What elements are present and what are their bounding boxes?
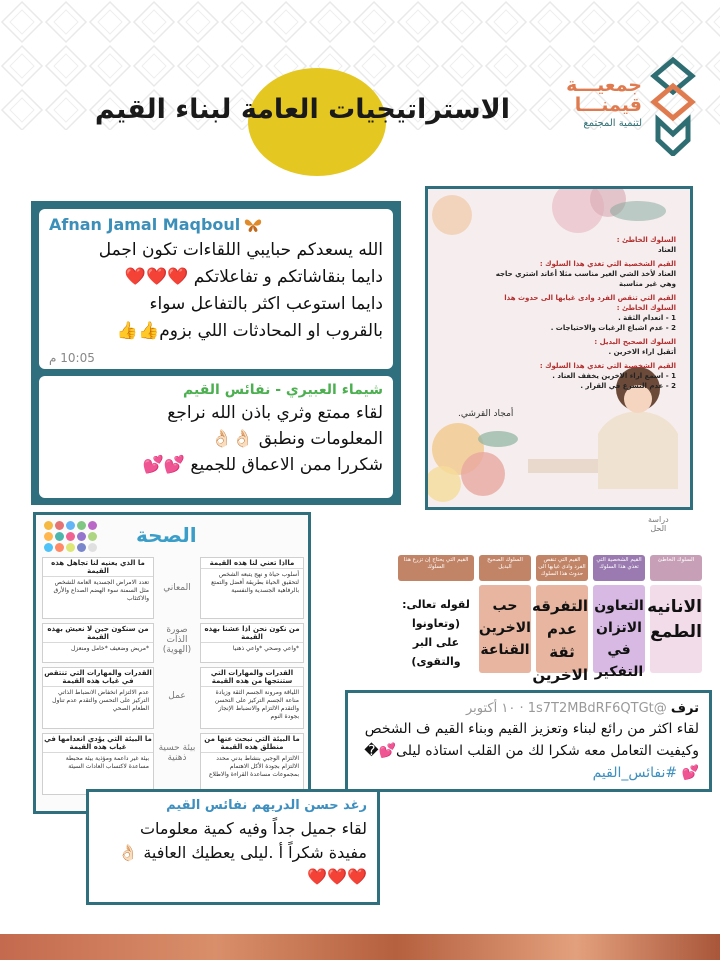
logo xyxy=(550,56,700,156)
chat-timestamp: 10:05 م xyxy=(49,351,95,365)
butterfly-icon xyxy=(244,217,262,233)
diagram-column-body: التعاون الاتزان في التفكير xyxy=(593,585,645,673)
poster-line: القيم التي تنقص الفرد وادى غيابها الى حدوث هذا xyxy=(504,294,676,302)
diagram-column-body: التفرقه عدم ثقة الاخرين xyxy=(536,585,588,673)
poster-line: العناد xyxy=(657,246,676,254)
diagram-column-header: القيم الشخصية التي تغذي هذا السلوك xyxy=(593,555,645,581)
health-side-label: المعاني xyxy=(163,583,191,593)
poster-line: القيم الشخصية التي تغذي هذا السلوك : xyxy=(539,260,676,268)
chat-line: لقاء ممتع وثري باذن الله نراجع xyxy=(167,403,383,423)
diagram-column-header: القيم التي يحتاج إن تزرع هذا السلوك xyxy=(398,555,474,581)
behavior-poster xyxy=(425,186,693,510)
chat-line: دايما بنقاشاتكم و تفاعلاتكم ❤️❤️❤️ xyxy=(124,267,383,287)
health-values-sheet xyxy=(33,512,311,814)
comment-line: مفيدة شكراً أ .ليلى يعطيك العافية 👌🏻 xyxy=(118,843,367,862)
comment-line: ❤️❤️❤️ xyxy=(307,867,367,886)
diagram-column-body: لقوله تعالى: (وتعاونوا على البر والتقوى) xyxy=(398,585,474,673)
comment-author: رغد حسن الدريهم نفائس القيم xyxy=(166,798,367,813)
chat-sender-name: شيماء العبيري - نفائس القيم xyxy=(183,382,383,398)
logo-line-2: قيمنـــا xyxy=(574,93,642,116)
chat-line: شكررا ممن الاعماق للجميع 💕💕 xyxy=(142,455,383,475)
tweet-text: لقاء اكثر من رائع لبناء وتعزيز القيم وبناء القيم ف الشخص وكيفيت التعامل معه شكرا لك من القلب استاذه ليلى💕�💕 xyxy=(364,721,699,781)
chat-screenshot xyxy=(31,201,401,505)
bottom-bar xyxy=(0,934,720,960)
diagram-column xyxy=(647,555,702,673)
health-side-label: بيئة حسية ذهنية xyxy=(158,743,196,763)
poster-line: السلوك الخاطئ : xyxy=(616,236,676,244)
diagram-column-header: السلوك الخاطئ xyxy=(650,555,702,581)
diagram-caption: دراسة الحل xyxy=(648,515,669,533)
poster-line: 1 - اسمع اراء الاخرين يخفف العناد . xyxy=(552,372,676,380)
chat-line: المعلومات ونطبق 👌🏻👌🏻 xyxy=(211,429,383,449)
poster-text xyxy=(446,235,676,391)
poster-line: وهي غير مناسبة xyxy=(619,280,676,288)
poster-line: السلوك الخاطئ : xyxy=(616,304,676,312)
health-side-label: عمل xyxy=(168,691,186,701)
tweet-date: ١٠ أكتوبر xyxy=(465,701,516,716)
behavior-diagram xyxy=(318,515,710,684)
poster-line: 1 - انعدام الثقة . xyxy=(618,314,676,322)
poster-signature: أمجاد القرشي. xyxy=(458,409,514,419)
emoji-grid xyxy=(44,521,104,552)
diagram-column xyxy=(593,555,645,680)
diagram-column xyxy=(479,555,531,673)
poster-line: القيم الشخصية التي تغذي هذا السلوك : xyxy=(539,362,676,370)
poster-line: 2 - عدم اشباع الرغبات والاحتياجات . xyxy=(550,324,676,332)
tweet-card: ترف @1s7T2MBdRF6QTGt · ١٠ أكتوبر لقاء اكثر من رائع لبناء وتعزيز القيم وبناء القيم ف الشخص وكيفيت التعامل معه شكرا لك من القلب استاذه ليلى💕�💕 #نفائس_القيم xyxy=(345,690,712,792)
health-box: ما الذي يعنيه لنا تجاهل هذه القيمة تعدد الامراض الجسدية العامة للشخص مثل السمنة سوء الهضم الصداع والأرق والاكتئاب xyxy=(42,557,154,619)
chat-bubble-1 xyxy=(39,209,393,369)
logo-line-3: لتنمية المجتمع xyxy=(583,117,642,129)
diagram-column xyxy=(532,555,588,684)
health-box: ما البيئة التي يؤدي انعدامها في غياب هذه القيمة بيئة غير داعمة ومؤذية بيئة محبطة مساعدة لاكتساب العادات السيئة xyxy=(42,733,154,795)
chat-line: الله يسعدكم حبايبي اللقاءات تكون اجمل xyxy=(98,240,383,260)
poster-line: أتقبل اراء الاخرين . xyxy=(608,348,676,356)
health-box: القدرات والمهارات التي تنتقص في غياب هذه القيمة عدم الالتزام انخفاض الانضباط الذاتي التركيز على التحسن والتقدم عدم تناول الطعام الصحي xyxy=(42,667,154,729)
chat-bubble-2 xyxy=(39,376,393,498)
poster-line: 2 - عدم التسرع في القرار . xyxy=(580,382,676,390)
chat-line: بالقروب او المحادثات اللي بزوم👍👍 xyxy=(116,321,383,341)
diagram-column-header: القيم التي تنقص الفرد وادى غيابها الى حدوث هذا السلوك xyxy=(536,555,588,581)
comment-card xyxy=(86,789,380,905)
health-box: مااذا تعني لنا هذه القيمة أسلوب حياة و نهج يتبعه الشخص لتحقيق الحياة بطريقة أفضل والتمتع بالرفاهية الجسدية والنفسية xyxy=(200,557,304,619)
health-box: ما البيئة التي نبحث عنها من منطلق هذه القيمة الالتزام الوجبي بنشاط بدني محدد الالتزام بجودة الأكل الاهتمام بمجموعات مساعدة القراءة والاطلاع xyxy=(200,733,304,795)
chat-line: دايما استوعب اكثر بالتفاعل سواء xyxy=(149,294,383,314)
chat-sender-name: Afnan Jamal Maqboul xyxy=(49,215,241,234)
health-title: الصحة xyxy=(136,523,197,547)
poster-line: السلوك الصحيح البديل : xyxy=(594,338,676,346)
health-box: من سنكون حين لا نعيش بهذه القيمة *مريض وضعيف *خامل ومنعزل xyxy=(42,623,154,663)
health-box: القدرات والمهارات التي ستنتجها من هذه القيمة اللياقة ومرونة الجسم الثقة وزيادة مناعة الجسم التركيز على التحسن والتقدم الالتزام والانضباط الإنجاز بجودة النوم xyxy=(200,667,304,729)
tweet-author: ترف xyxy=(670,701,699,716)
tweet-handle: @1s7T2MBdRF6QTGt xyxy=(527,701,667,716)
diagram-column-body: حب الاخرين القناعة xyxy=(479,585,531,673)
diagram-column xyxy=(398,555,474,673)
tweet-hashtag[interactable]: #نفائس_القيم xyxy=(592,765,678,781)
logo-mark-icon xyxy=(650,56,696,156)
poster-line: العناد لأخذ الشي الغير مناسب مثلا أعاند اشتري حاجه xyxy=(495,270,676,278)
page-title: الاستراتيجيات العامة لبناء القيم xyxy=(94,94,510,125)
comment-line: لقاء جميل جداً وفيه كمية معلومات xyxy=(139,819,367,838)
health-box: من نكون نحن اذا عشنا بهذه القيمة *واعي وصحي *واعي ذهنيا xyxy=(200,623,304,663)
diagram-column-header: السلوك الصحيح البديل xyxy=(479,555,531,581)
logo-line-1: جمعيـــة xyxy=(566,74,642,96)
diagram-column-body: الانانيه الطمع xyxy=(650,585,702,673)
health-side-label: صورة الذات (الهوية) xyxy=(162,625,192,655)
